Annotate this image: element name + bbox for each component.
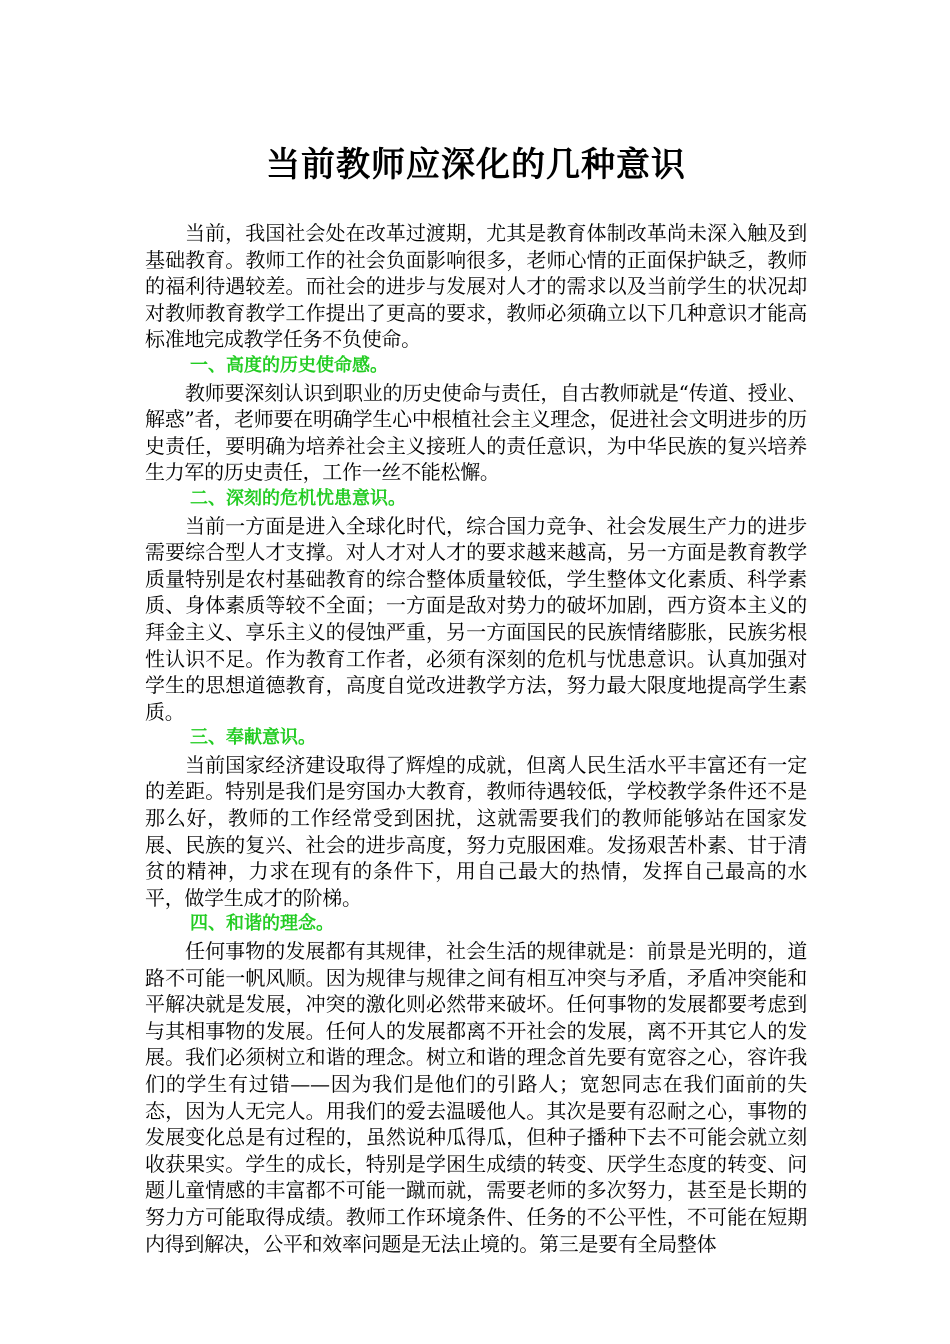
document-page — [145, 140, 807, 1257]
page-title: 当前教师应深化的几种意识 — [266, 145, 686, 185]
intro-paragraph: 当前，我国社会处在改革过渡期，尤其是教育体制改革尚未深入触及到基础教育。教师工作的社会负面影响很多，老师心情的正面保护缺乏，教师的福利待遇较差。而社会的进步与发展对人才的需求以及当前学生的状况却对教师教育教学工作提出了更高的要求，教师必须确立以下几种意识才能高标准地完成教学任务不负使命。 — [145, 221, 807, 352]
section-heading-3: 三、奉献意识。 — [190, 727, 316, 749]
section-heading-4: 四、和谐的理念。 — [190, 913, 334, 935]
section-heading-1: 一、高度的历史使命感。 — [190, 354, 388, 376]
section-body-4: 任何事物的发展都有其规律，社会生活的规律就是：前景是光明的，道路不可能一帆风顺。因为规律与规律之间有相互冲突与矛盾，矛盾冲突能和平解决就是发展，冲突的激化则必然带来破坏。任何事物的发展都要考虑到与其相事物的发展。任何人的发展都离不开社会的发展，离不开其它人的发展。我们必须树立和谐的理念。树立和谐的理念首先要有宽容之心，容许我们的学生有过错——因为我们是他们的引路人；宽恕同志在我们面前的失态，因为人无完人。用我们的爱去温暖他人。其次是要有忍耐之心，事物的发展变化总是有过程的，虽然说种瓜得瓜，但种子播种下去不可能会就立刻收获果实。学生的成长，特别是学困生成绩的转变、厌学生态度的转变、问题儿童情感的丰富都不可能一蹴而就，需要老师的多次努力，甚至是长期的努力方可能取得成绩。教师工作环境条件、任务的不公平性，不可能在短期内得到解决，公平和效率问题是无法止境的。第三是要有全局整体 — [145, 939, 807, 1256]
section-body-1: 教师要深刻认识到职业的历史使命与责任，自古教师就是“传道、授业、解惑”者，老师要在明确学生心中根植社会主义理念，促进社会文明进步的历史责任，要明确为培养社会主义接班人的责任意识，为中华民族的复兴培养生力军的历史责任，工作一丝不能松懈。 — [145, 380, 807, 485]
section-body-2: 当前一方面是进入全球化时代，综合国力竞争、社会发展生产力的进步需要综合型人才支撑。对人才对人才的要求越来越高，另一方面是教育教学质量特别是农村基础教育的综合整体质量较低，学生整体文化素质、科学素质、身体素质等较不全面；一方面是敌对势力的破坏加剧，西方资本主义的拜金主义、享乐主义的侵蚀严重，另一方面国民的民族情绪膨胀，民族劣根性认识不足。作为教育工作者，必须有深刻的危机与忧患意识。认真加强对学生的思想道德教育，高度自觉改进教学方法，努力最大限度地提高学生素质。 — [145, 513, 807, 724]
section-heading-2: 二、深刻的危机忧患意识。 — [190, 487, 406, 509]
section-body-3: 当前国家经济建设取得了辉煌的成就，但离人民生活水平丰富还有一定的差距。特别是我们是穷国办大教育，教师待遇较低，学校教学条件还不是那么好，教师的工作经常受到困扰，这就需要我们的教师能够站在国家发展、民族的复兴、社会的进步高度，努力克服困难。发扬艰苦朴素、甘于清贫的精神，力求在现有的条件下，用自己最大的热情，发挥自己最高的水平，做学生成才的阶梯。 — [145, 752, 807, 910]
